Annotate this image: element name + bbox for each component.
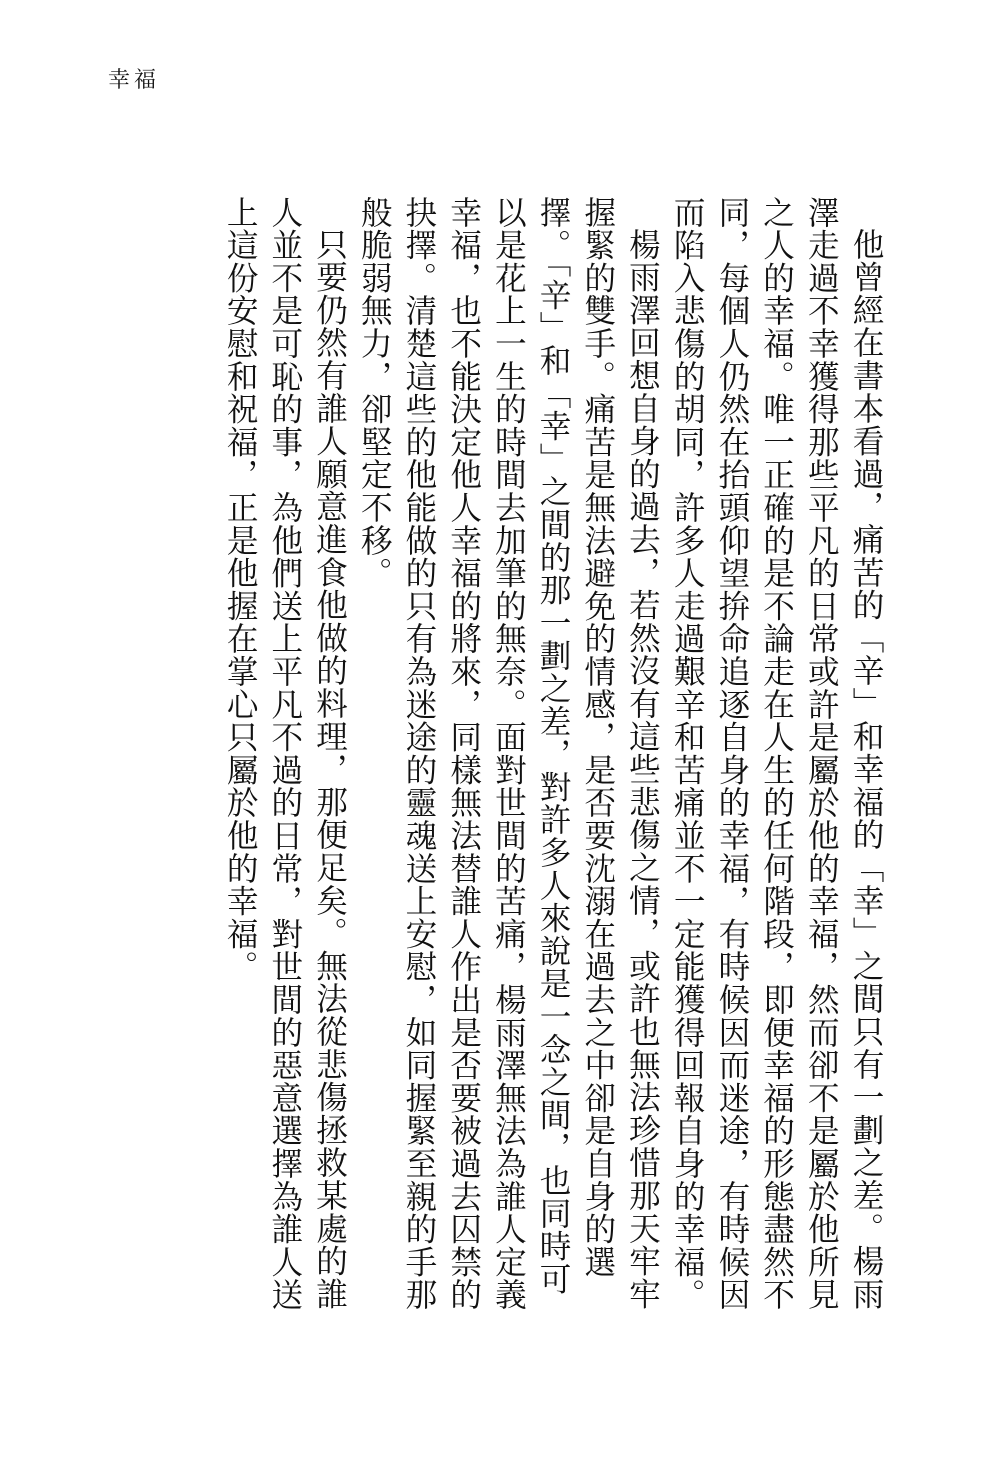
paragraph-3: 只要仍然有誰人願意進食他做的料理，那便足矣。無法從悲傷拯救某處的誰人並不是可恥的事，為他們送上平凡不過的日常，對世間的惡意選擇為誰人送上這份安慰和祝福，正是他握在掌心只屬於他的幸福。 [222, 196, 348, 1312]
body-text [217, 196, 888, 1326]
paragraph-1: 他曾經在書本看過，痛苦的「辛」和幸福的「幸」之間只有一劃之差。楊雨澤走過不幸獲得那些平凡的日常或許是屬於他的幸福，然而卻不是屬於他所見之人的幸福。唯一正確的是不論走在人生的任何階段，即便幸福的形態盡然不同，每個人仍然在抬頭仰望拚命追逐自身的幸福，有時候因而迷途，有時候因而陷入悲傷的胡同，許多人走過艱辛和苦痛並不一定能獲得回報自身的幸福。 [669, 196, 884, 1312]
paragraph-2: 楊雨澤回想自身的過去，若然沒有這些悲傷之情，或許也無法珍惜那天牢牢握緊的雙手。痛苦是無法避免的情感，是否要沈溺在過去之中卻是自身的選擇。「辛」和「幸」之間的那一劃之差，對許多人來說是一念之間，也同時可以是花上一生的時間去加筆的無奈。面對世間的苦痛，楊雨澤無法為誰人定義幸福，也不能決定他人幸福的將來，同樣無法替誰人作出是否要被過去囚禁的抉擇。清楚這些的他能做的只有為迷途的靈魂送上安慰，如同握緊至親的手那般脆弱無力，卻堅定不移。 [356, 196, 661, 1312]
page-title: 幸福 [108, 68, 161, 93]
